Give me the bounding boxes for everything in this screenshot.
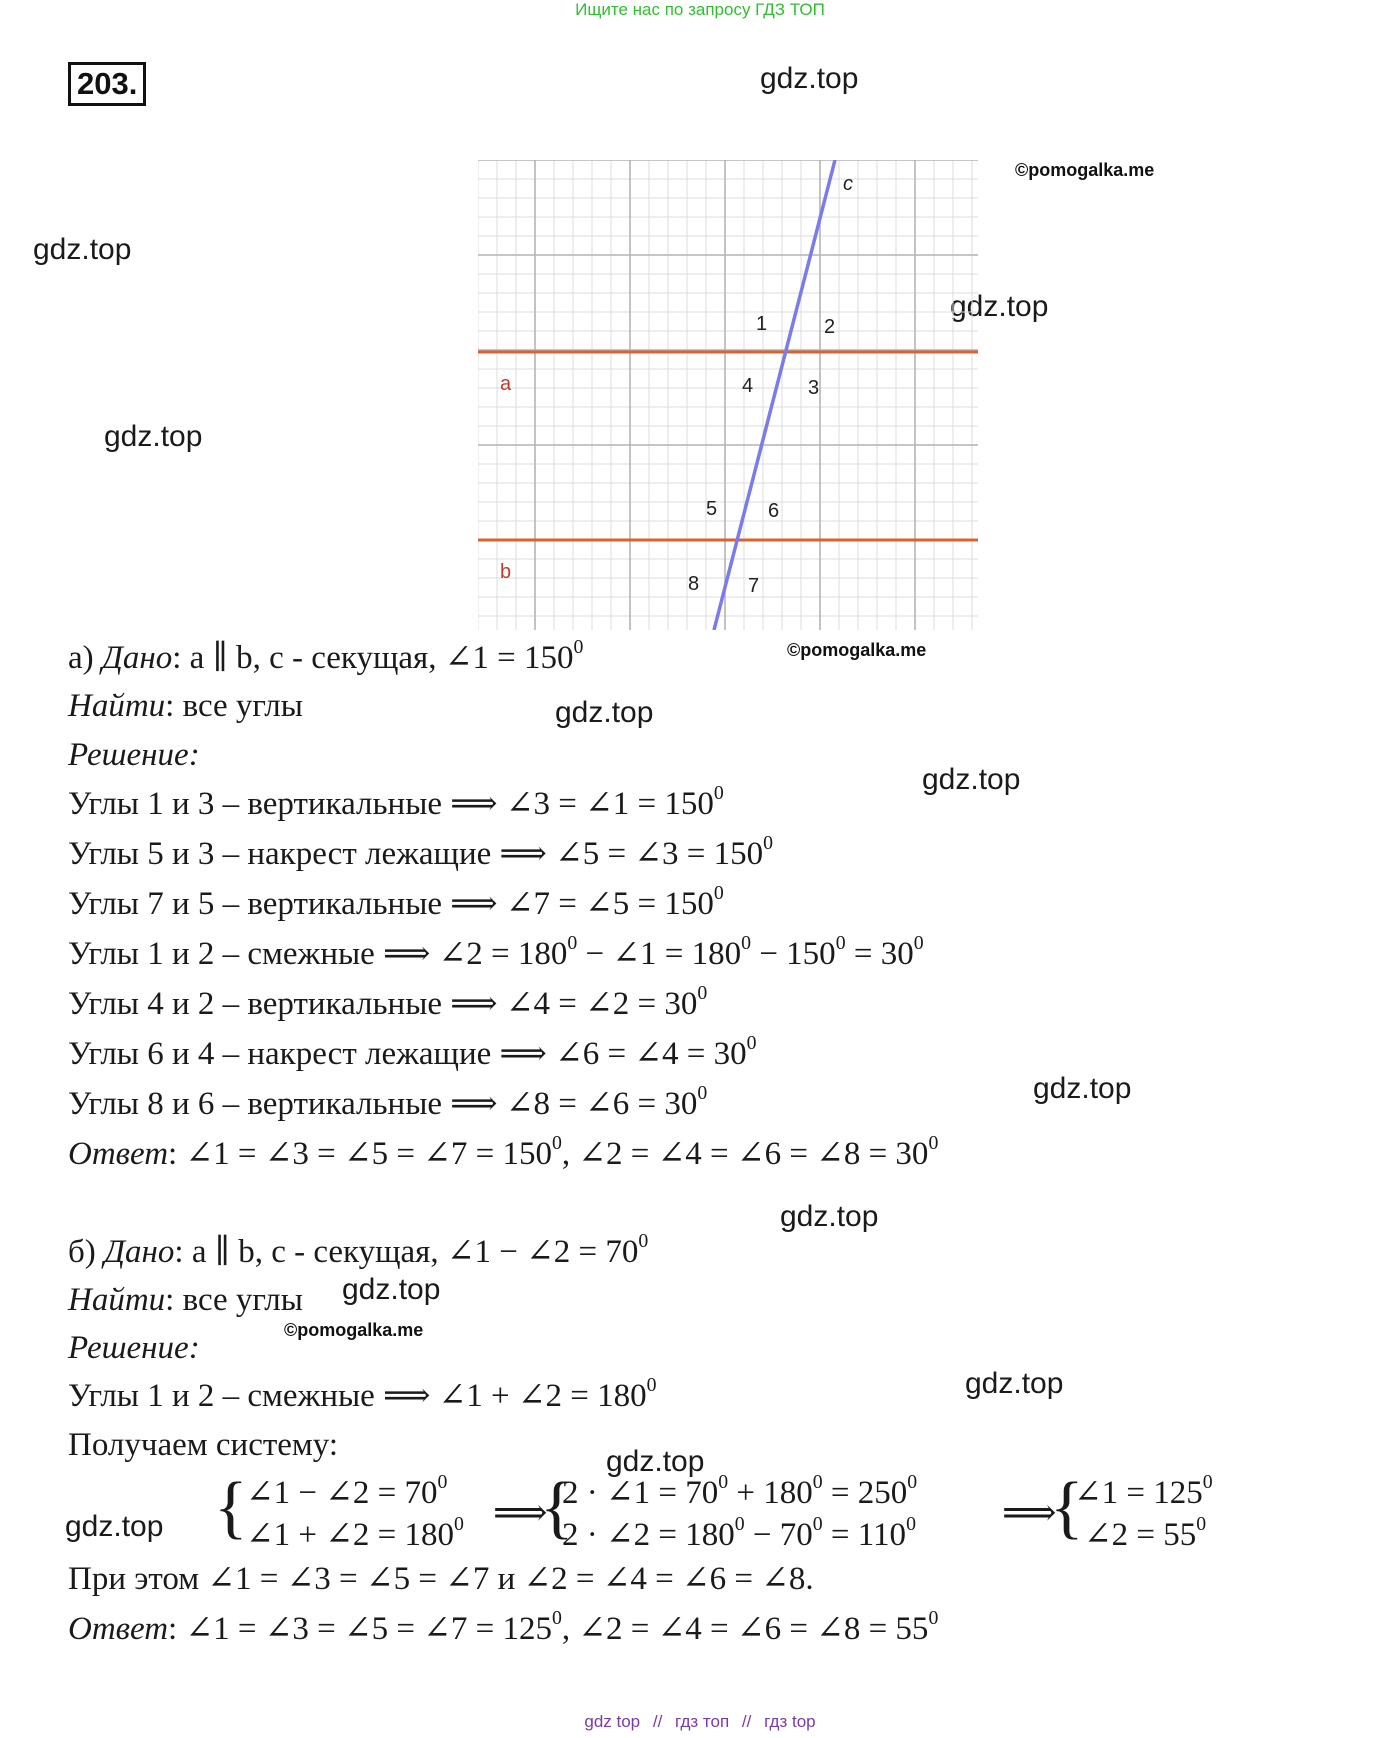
angle-label-6: 6 (768, 500, 780, 522)
watermark: gdz.top (555, 696, 654, 729)
part-a-solution-label: Решение: (68, 737, 200, 773)
label-a: a (500, 373, 512, 395)
copyright-watermark: ©pomogalka.me (787, 640, 927, 660)
angle-label-1: 1 (756, 313, 768, 335)
part-b-step-1: Углы 1 и 2 – смежные ⟹ ∠1 + ∠2 = $180^0$ (68, 1374, 657, 1414)
part-a-answer: Ответ: ∠1 = ∠3 = ∠5 = ∠7 = $150^0$, ∠2 = ∠4 = ∠6 = ∠8 = $30^0$ (68, 1132, 939, 1172)
watermark: gdz.top (1033, 1072, 1132, 1105)
copyright-watermark: ©pomogalka.me (1015, 160, 1155, 180)
label-c: c (843, 173, 853, 195)
part-b-answer: Ответ: ∠1 = ∠3 = ∠5 = ∠7 = $125^0$, ∠2 = ∠4 = ∠6 = ∠8 = $55^0$ (68, 1607, 939, 1647)
footer-link[interactable]: гдз top (764, 1712, 816, 1731)
system-brace: { (1050, 1469, 1084, 1546)
part-b-given: б) Дано: a ∥ b, c - секущая, ∠1 − ∠2 = $70^0$ (68, 1230, 649, 1270)
footer-link[interactable]: гдз топ (675, 1712, 730, 1731)
implies-arrow: ⟹ (493, 1492, 548, 1534)
task-number: 203. (68, 62, 146, 106)
angle-label-4: 4 (742, 375, 754, 397)
copyright-watermark: ©pomogalka.me (284, 1320, 424, 1340)
system-brace: { (214, 1469, 248, 1546)
part-a-step-1: Углы 1 и 3 – вертикальные ⟹ ∠3 = ∠1 = $150^0$ (68, 782, 724, 822)
watermark: gdz.top (342, 1273, 441, 1306)
part-a-step-5: Углы 4 и 2 – вертикальные ⟹ ∠4 = ∠2 = $30^0$ (68, 982, 708, 1022)
watermark: gdz.top (606, 1445, 705, 1478)
top-banner: Ищите нас по запросу ГДЗ ТОП (575, 0, 825, 19)
label-b: b (500, 561, 512, 583)
footer-separator: // (741, 1712, 752, 1731)
watermark: gdz.top (950, 290, 1049, 323)
watermark: gdz.top (33, 233, 132, 266)
system-1: ∠1 − ∠2 = $70^0$ ∠1 + ∠2 = $180^0$ (246, 1471, 464, 1553)
angle-label-5: 5 (706, 498, 718, 520)
watermark: gdz.top (65, 1510, 164, 1543)
parallel-lines-figure (478, 160, 978, 630)
part-b-step-2: Получаем систему: (68, 1427, 339, 1463)
implies-arrow: ⟹ (1002, 1492, 1057, 1534)
part-a-find: Найти: все углы (68, 688, 303, 724)
part-b-step-3: При этом ∠1 = ∠3 = ∠5 = ∠7 и ∠2 = ∠4 = ∠6 = ∠8. (68, 1561, 814, 1597)
watermark: gdz.top (780, 1200, 879, 1233)
footer-links (0, 1712, 1400, 1732)
angle-label-7: 7 (748, 575, 760, 597)
system-brace: { (540, 1469, 574, 1546)
system-3: ∠1 = $125^0$ ∠2 = $55^0$ (1074, 1471, 1213, 1553)
footer-link[interactable]: gdz top (584, 1712, 641, 1731)
part-a-step-2: Углы 5 и 3 – накрест лежащие ⟹ ∠5 = ∠3 = $150^0$ (68, 832, 774, 872)
part-a-step-7: Углы 8 и 6 – вертикальные ⟹ ∠8 = ∠6 = $30^0$ (68, 1082, 708, 1122)
angle-label-8: 8 (688, 573, 700, 595)
part-b-find: Найти: все углы (68, 1282, 303, 1318)
part-a-given: а) Дано: a ∥ b, c - секущая, ∠1 = $150^0$ (68, 636, 584, 676)
part-a-step-6: Углы 6 и 4 – накрест лежащие ⟹ ∠6 = ∠4 = $30^0$ (68, 1032, 757, 1072)
watermark: gdz.top (922, 763, 1021, 796)
angle-label-2: 2 (824, 316, 836, 338)
system-2: 2 · ∠1 = $70^0 + 180^0 = 250^0$ 2 · ∠2 = $180^0 - 70^0 = 110^0$ (562, 1471, 918, 1553)
part-a-step-3: Углы 7 и 5 – вертикальные ⟹ ∠7 = ∠5 = $150^0$ (68, 882, 724, 922)
footer-separator: // (652, 1712, 663, 1731)
part-a-step-4: Углы 1 и 2 – смежные ⟹ ∠2 = $180^0$ − ∠1 = $180^0 - 150^0 = 30^0$ (68, 932, 924, 972)
angle-label-3: 3 (808, 377, 820, 399)
grid-minor (478, 160, 978, 630)
watermark: gdz.top (104, 420, 203, 453)
part-b-solution-label: Решение: (68, 1330, 200, 1366)
watermark: gdz.top (965, 1367, 1064, 1400)
watermark: gdz.top (760, 62, 859, 95)
